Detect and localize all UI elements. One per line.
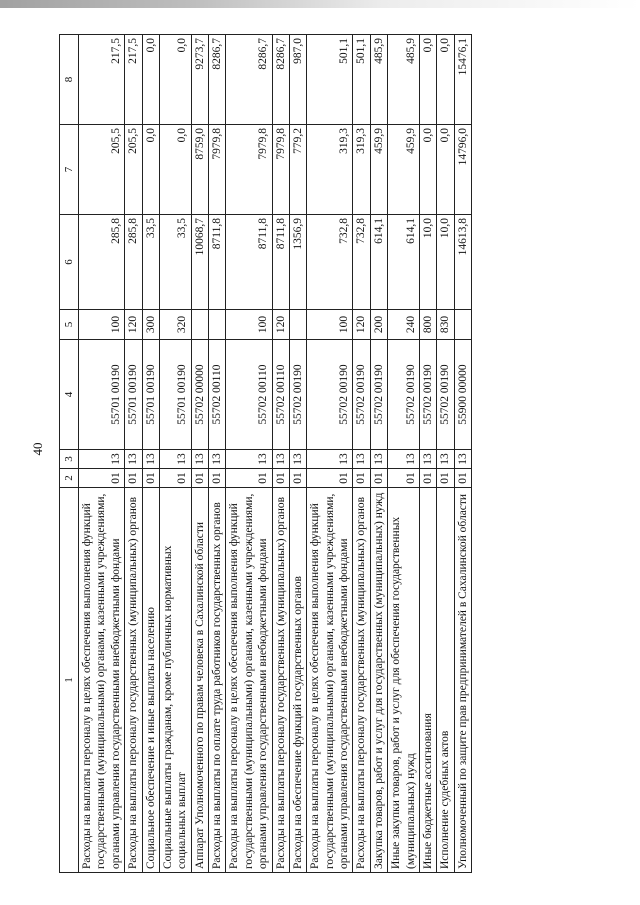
- row-section-code: 01: [437, 469, 454, 488]
- row-target-article: 55701 00190: [79, 340, 125, 450]
- row-amount-col-8: 0,0: [419, 35, 436, 125]
- row-section-code: 01: [209, 469, 226, 488]
- row-expense-type: 100: [226, 310, 272, 340]
- row-target-article: 55702 00190: [370, 340, 387, 450]
- table-row: [353, 35, 370, 873]
- row-subsection-code: 13: [125, 450, 142, 469]
- row-description: Исполнение судебных актов: [437, 488, 454, 873]
- table-row: [79, 35, 125, 873]
- row-amount-col-6: 8711,8: [226, 215, 272, 310]
- table-row: [142, 35, 159, 873]
- table-row: [272, 35, 289, 873]
- row-amount-col-7: 319,3: [307, 125, 353, 215]
- row-description: Иные бюджетные ассигнования: [419, 488, 436, 873]
- row-description: Расходы на выплаты персоналу в целях обеспечения выполнения функций государственными (муниципальными) органами, казенными учреждениями, органами управления государственными внебюджетными фондами: [226, 488, 272, 873]
- row-amount-col-8: 485,9: [370, 35, 387, 125]
- row-amount-col-7: 779,2: [289, 125, 306, 215]
- row-amount-col-8: 0,0: [437, 35, 454, 125]
- table-row: [419, 35, 436, 873]
- row-description: Уполномоченный по защите прав предпринимателей в Сахалинской области: [454, 488, 471, 873]
- row-subsection-code: 13: [142, 450, 159, 469]
- row-amount-col-7: 205,5: [125, 125, 142, 215]
- row-expense-type: 120: [272, 310, 289, 340]
- row-section-code: 01: [142, 469, 159, 488]
- row-amount-col-8: 987,0: [289, 35, 306, 125]
- header-col-2: 2: [60, 469, 79, 488]
- budget-table-sheet: [59, 35, 605, 873]
- row-amount-col-6: 10068,7: [191, 215, 208, 310]
- row-subsection-code: 13: [454, 450, 471, 469]
- header-col-7: 7: [60, 125, 79, 215]
- row-description: Расходы на выплаты персоналу государственных (муниципальных) органов: [353, 488, 370, 873]
- row-expense-type: 320: [159, 310, 191, 340]
- row-target-article: 55702 00110: [209, 340, 226, 450]
- row-amount-col-6: 33,5: [142, 215, 159, 310]
- row-expense-type: 120: [353, 310, 370, 340]
- row-description: Аппарат Уполномоченного по правам человека в Сахалинской области: [191, 488, 208, 873]
- row-expense-type: 120: [125, 310, 142, 340]
- row-description: Расходы на выплаты персоналу в целях обеспечения выполнения функций государственными (муниципальными) органами, казенными учреждениями, органами управления государственными внебюджетными фондами: [307, 488, 353, 873]
- row-amount-col-8: 9273,7: [191, 35, 208, 125]
- row-expense-type: [191, 310, 208, 340]
- row-section-code: 01: [307, 469, 353, 488]
- row-amount-col-7: 459,9: [388, 125, 420, 215]
- row-amount-col-6: 10,0: [437, 215, 454, 310]
- row-amount-col-7: 7979,8: [272, 125, 289, 215]
- row-target-article: 55702 00190: [388, 340, 420, 450]
- table-row: [370, 35, 387, 873]
- row-section-code: 01: [370, 469, 387, 488]
- row-subsection-code: 13: [437, 450, 454, 469]
- row-subsection-code: 13: [419, 450, 436, 469]
- row-target-article: 55701 00190: [142, 340, 159, 450]
- row-description: Расходы на выплаты персоналу государственных (муниципальных) органов: [272, 488, 289, 873]
- row-description: Закупка товаров, работ и услуг для государственных (муниципальных) нужд: [370, 488, 387, 873]
- header-col-5: 5: [60, 310, 79, 340]
- row-subsection-code: 13: [307, 450, 353, 469]
- row-expense-type: 800: [419, 310, 436, 340]
- row-amount-col-6: 732,8: [353, 215, 370, 310]
- table-row: [125, 35, 142, 873]
- row-section-code: 01: [289, 469, 306, 488]
- table-row: [191, 35, 208, 873]
- row-amount-col-6: 14613,8: [454, 215, 471, 310]
- row-target-article: 55701 00190: [159, 340, 191, 450]
- table-row: [289, 35, 306, 873]
- row-amount-col-8: 501,1: [353, 35, 370, 125]
- header-col-3: 3: [60, 450, 79, 469]
- row-amount-col-8: 0,0: [159, 35, 191, 125]
- row-expense-type: [289, 310, 306, 340]
- row-amount-col-7: 8759,0: [191, 125, 208, 215]
- row-description: Социальное обеспечение и иные выплаты населению: [142, 488, 159, 873]
- row-section-code: 01: [419, 469, 436, 488]
- row-amount-col-8: 501,1: [307, 35, 353, 125]
- row-target-article: 55702 00000: [191, 340, 208, 450]
- budget-table: [59, 34, 472, 873]
- row-expense-type: 240: [388, 310, 420, 340]
- table-body: [79, 35, 472, 873]
- row-amount-col-7: 0,0: [159, 125, 191, 215]
- row-amount-col-7: 0,0: [419, 125, 436, 215]
- row-amount-col-8: 0,0: [142, 35, 159, 125]
- row-amount-col-7: 205,5: [79, 125, 125, 215]
- row-amount-col-8: 15476,1: [454, 35, 471, 125]
- row-amount-col-7: 7979,8: [226, 125, 272, 215]
- row-amount-col-8: 485,9: [388, 35, 420, 125]
- row-subsection-code: 13: [370, 450, 387, 469]
- row-expense-type: 100: [79, 310, 125, 340]
- row-expense-type: 200: [370, 310, 387, 340]
- row-section-code: 01: [454, 469, 471, 488]
- row-subsection-code: 13: [272, 450, 289, 469]
- scan-edge-artifact: [0, 0, 640, 8]
- row-amount-col-6: 33,5: [159, 215, 191, 310]
- table-row: [454, 35, 471, 873]
- row-description: Расходы на выплаты персоналу государственных (муниципальных) органов: [125, 488, 142, 873]
- header-col-6: 6: [60, 215, 79, 310]
- row-subsection-code: 13: [79, 450, 125, 469]
- row-amount-col-6: 10,0: [419, 215, 436, 310]
- row-amount-col-6: 614,1: [370, 215, 387, 310]
- row-section-code: 01: [159, 469, 191, 488]
- row-amount-col-6: 614,1: [388, 215, 420, 310]
- row-section-code: 01: [388, 469, 420, 488]
- row-subsection-code: 13: [159, 450, 191, 469]
- header-col-4: 4: [60, 340, 79, 450]
- table-row: [388, 35, 420, 873]
- row-amount-col-8: 8286,7: [209, 35, 226, 125]
- row-subsection-code: 13: [226, 450, 272, 469]
- row-description: Расходы на обеспечение функций государственных органов: [289, 488, 306, 873]
- row-amount-col-6: 1356,9: [289, 215, 306, 310]
- row-target-article: 55702 00190: [307, 340, 353, 450]
- row-description: Расходы на выплаты по оплате труда работников государственных органов: [209, 488, 226, 873]
- row-expense-type: [209, 310, 226, 340]
- table-row: [437, 35, 454, 873]
- row-amount-col-8: 8286,7: [226, 35, 272, 125]
- row-expense-type: 300: [142, 310, 159, 340]
- row-target-article: 55702 00190: [419, 340, 436, 450]
- row-target-article: 55900 00000: [454, 340, 471, 450]
- row-amount-col-7: 14796,0: [454, 125, 471, 215]
- row-amount-col-7: 0,0: [437, 125, 454, 215]
- header-col-1: 1: [60, 488, 79, 873]
- row-subsection-code: 13: [388, 450, 420, 469]
- row-amount-col-7: 7979,8: [209, 125, 226, 215]
- row-description: Иные закупки товаров, работ и услуг для обеспечения государственных (муниципальных) нужд: [388, 488, 420, 873]
- row-target-article: 55702 00110: [226, 340, 272, 450]
- row-amount-col-7: 319,3: [353, 125, 370, 215]
- row-section-code: 01: [125, 469, 142, 488]
- row-expense-type: [454, 310, 471, 340]
- row-target-article: 55702 00110: [272, 340, 289, 450]
- row-section-code: 01: [191, 469, 208, 488]
- row-amount-col-6: 8711,8: [209, 215, 226, 310]
- row-section-code: 01: [353, 469, 370, 488]
- table-header-row: [60, 35, 79, 873]
- table-row: [159, 35, 191, 873]
- row-subsection-code: 13: [209, 450, 226, 469]
- row-amount-col-6: 8711,8: [272, 215, 289, 310]
- header-col-8: 8: [60, 35, 79, 125]
- table-row: [209, 35, 226, 873]
- row-section-code: 01: [272, 469, 289, 488]
- row-section-code: 01: [79, 469, 125, 488]
- page-number: 40: [30, 442, 45, 456]
- row-target-article: 55701 00190: [125, 340, 142, 450]
- row-amount-col-7: 0,0: [142, 125, 159, 215]
- row-amount-col-8: 217,5: [125, 35, 142, 125]
- row-target-article: 55702 00190: [437, 340, 454, 450]
- table-row: [226, 35, 272, 873]
- row-amount-col-8: 217,5: [79, 35, 125, 125]
- row-description: Социальные выплаты гражданам, кроме публичных нормативных социальных выплат: [159, 488, 191, 873]
- row-amount-col-6: 285,8: [79, 215, 125, 310]
- row-expense-type: 830: [437, 310, 454, 340]
- row-section-code: 01: [226, 469, 272, 488]
- row-amount-col-8: 8286,7: [272, 35, 289, 125]
- row-description: Расходы на выплаты персоналу в целях обеспечения выполнения функций государственными (муниципальными) органами, казенными учреждениями, органами управления государственными внебюджетными фондами: [79, 488, 125, 873]
- row-amount-col-7: 459,9: [370, 125, 387, 215]
- row-amount-col-6: 285,8: [125, 215, 142, 310]
- row-amount-col-6: 732,8: [307, 215, 353, 310]
- table-row: [307, 35, 353, 873]
- row-target-article: 55702 00190: [289, 340, 306, 450]
- row-expense-type: 100: [307, 310, 353, 340]
- row-target-article: 55702 00190: [353, 340, 370, 450]
- row-subsection-code: 13: [289, 450, 306, 469]
- row-subsection-code: 13: [191, 450, 208, 469]
- row-subsection-code: 13: [353, 450, 370, 469]
